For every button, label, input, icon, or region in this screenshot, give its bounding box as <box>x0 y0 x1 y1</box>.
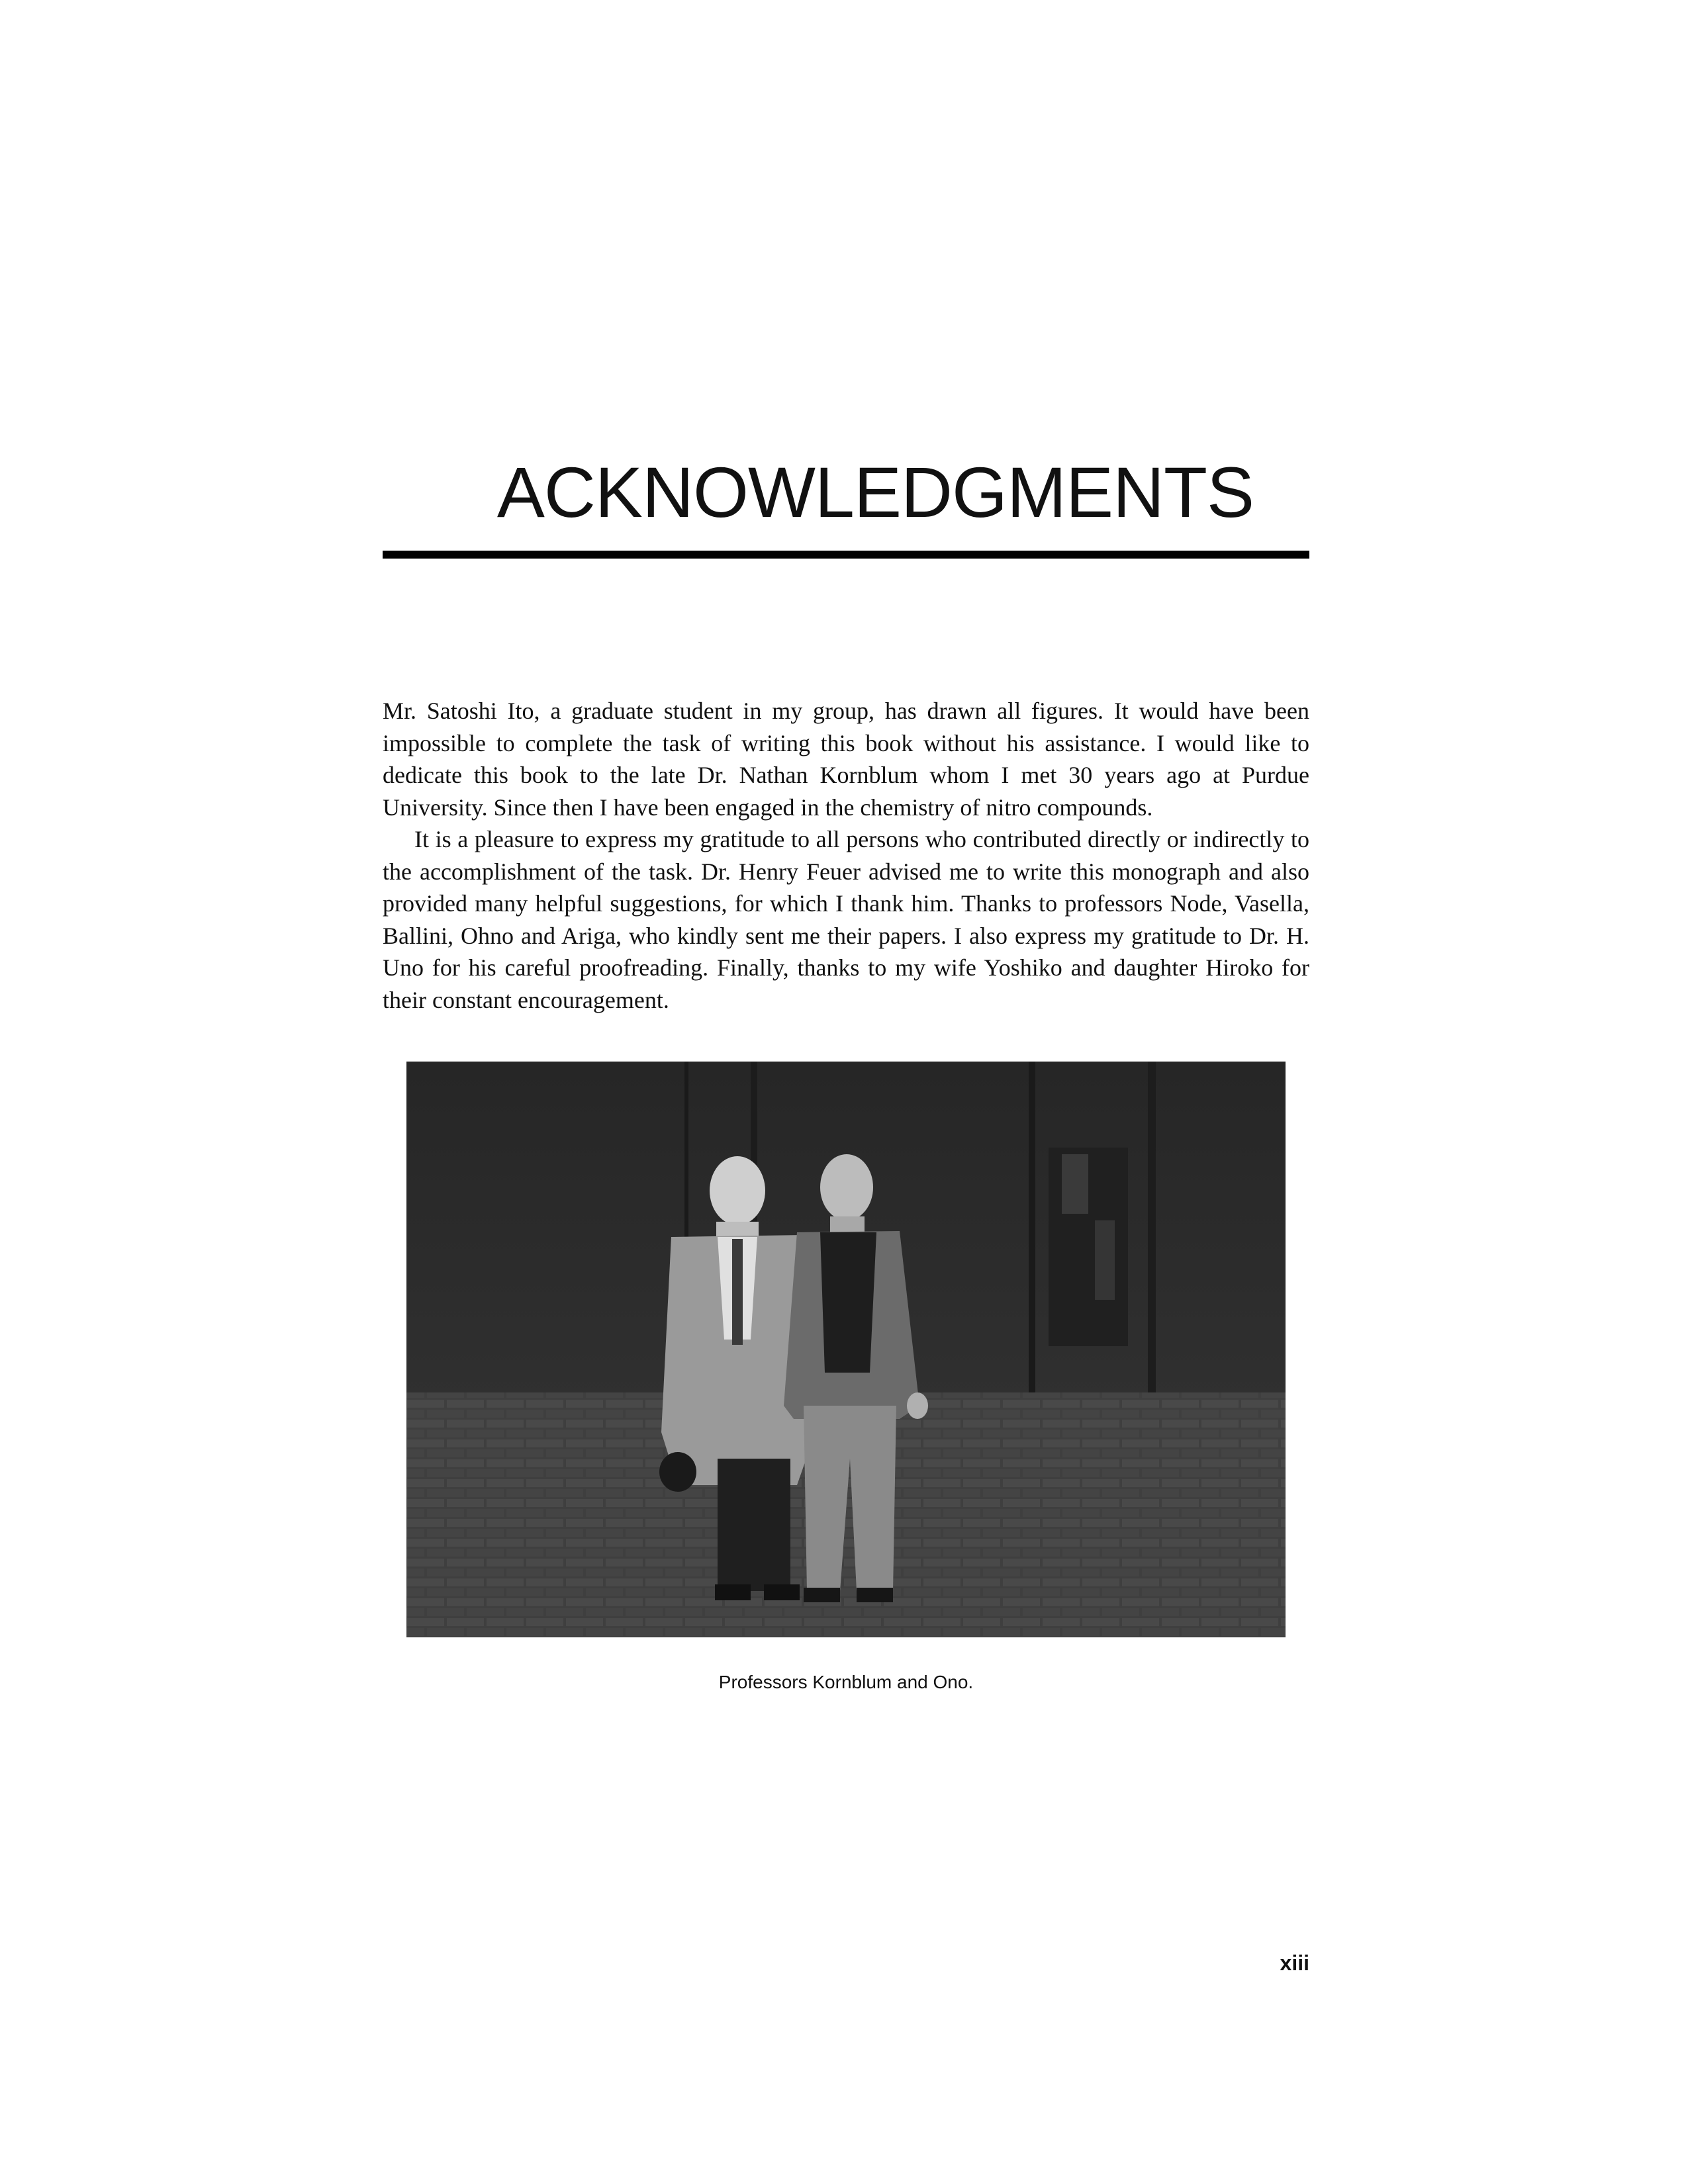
figure-photo <box>406 1062 1286 1637</box>
paragraph-2: It is a pleasure to express my gratitude to all persons who contributed directly or indirectly to the accomplishment of the task. Dr. Henry Feuer advised me to write this monograph and also provided many helpful suggestions, for which I thank him. Thanks to professors Node, Vasella, Ballini, Ohno and Ariga, who kindly sent me their papers. I also express my gratitude to Dr. H. Uno for his careful proofreading. Finally, thanks to my wife Yoshiko and daughter Hiroko for their constant encouragement. <box>383 826 1309 1013</box>
page-title: ACKNOWLEDGMENTS <box>496 452 1254 532</box>
photo-illustration <box>406 1062 1286 1637</box>
title-rule <box>383 551 1309 559</box>
body-text <box>383 695 1309 1016</box>
page-number: xiii <box>1280 1951 1309 1975</box>
paragraph-1: Mr. Satoshi Ito, a graduate student in my group, has drawn all figures. It would have been impossible to complete the task of writing this book without his assistance. I would like to dedicate this book to the late Dr. Nathan Kornblum whom I met 30 years ago at Purdue University. Since then I have been engaged in the chemistry of nitro compounds. <box>383 698 1309 821</box>
figure-caption: Professors Kornblum and Ono. <box>718 1672 974 1692</box>
